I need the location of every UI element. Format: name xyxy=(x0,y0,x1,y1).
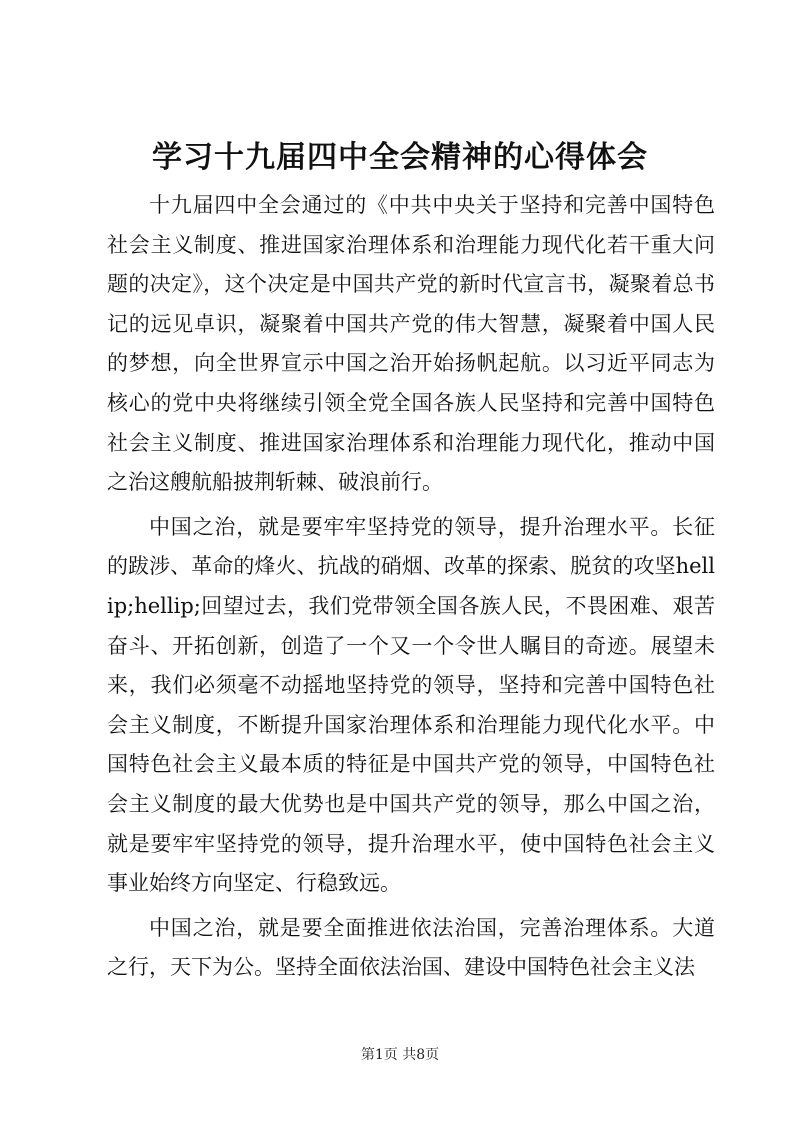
document-body xyxy=(107,186,715,988)
paragraph-2: 中国之治，就是要牢牢坚持党的领导，提升治理水平。长征的跋涉、革命的烽火、抗战的硝烟、改革的探索、脱贫的攻坚hellip;hellip;回望过去，我们党带领全国各族人民，不畏困难、艰苦奋斗、开拓创新，创造了一个又一个令世人瞩目的奇迹。展望未来，我们必须毫不动摇地坚持党的领导，坚持和完善中国特色社会主义制度，不断提升国家治理体系和治理能力现代化水平。中国特色社会主义最本质的特征是中国共产党的领导，中国特色社会主义制度的最大优势也是中国共产党的领导，那么中国之治，就是要牢牢坚持党的领导，提升治理水平，使中国特色社会主义事业始终方向坚定、行稳致远。 xyxy=(107,514,715,896)
document-title: 学习十九届四中全会精神的心得体会 xyxy=(152,140,648,175)
page-number-footer: 第1页 共8页 xyxy=(360,1047,440,1063)
paragraph-3: 中国之治，就是要全面推进依法治国，完善治理体系。大道之行，天下为公。坚持全面依法治国、建设中国特色社会主义法 xyxy=(107,915,715,980)
paragraph-1: 十九届四中全会通过的《中共中央关于坚持和完善中国特色社会主义制度、推进国家治理体系和治理能力现代化若干重大问题的决定》，这个决定是中国共产党的新时代宣言书，凝聚着总书记的远见卓识，凝聚着中国共产党的伟大智慧，凝聚着中国人民的梦想，向全世界宣示中国之治开始扬帆起航。以习近平同志为核心的党中央将继续引领全党全国各族人民坚持和完善中国特色社会主义制度、推进国家治理体系和治理能力现代化，推动中国之治这艘航船披荆斩棘、破浪前行。 xyxy=(107,193,715,495)
